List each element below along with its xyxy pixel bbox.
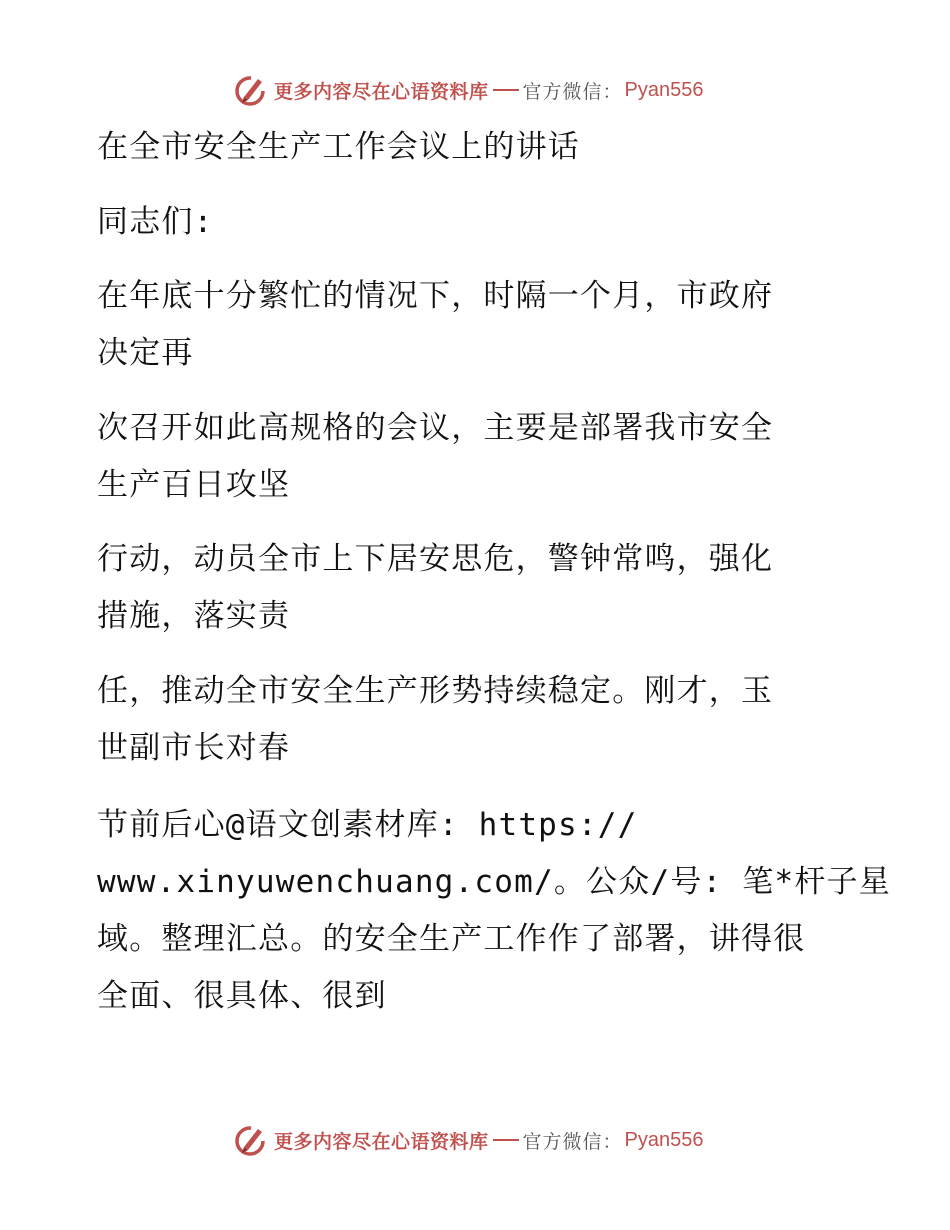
text-line: 行动，动员全市上下居安思危，警钟常鸣，强化 [97, 541, 774, 577]
document-title: 在全市安全生产工作会议上的讲话 [97, 129, 580, 165]
text-line: 节前后心@语文创素材库: https:// [97, 807, 638, 843]
watermark-id: Pyan556 [624, 1128, 704, 1151]
text-line: 决定再 [97, 335, 194, 371]
pen-logo-icon [234, 73, 268, 107]
watermark-main-text: 更多内容尽在心语资料库 [274, 80, 489, 103]
text-line: 措施，落实责 [97, 598, 291, 634]
text-line: www.xinyuwenchuang.com/。公众/号: 笔*杆子星 [97, 864, 891, 900]
header-watermark [234, 70, 704, 110]
watermark-label: 官方微信： [522, 1130, 623, 1153]
text-line: 世副市长对春 [97, 730, 291, 766]
watermark-dash [493, 1139, 519, 1141]
watermark-id: Pyan556 [624, 78, 704, 101]
text-line: 生产百日攻坚 [97, 467, 291, 503]
text-line: 同志们: [97, 204, 214, 240]
watermark-label: 官方微信： [522, 80, 623, 103]
text-line: 域。整理汇总。的安全生产工作作了部署，讲得很 [97, 921, 806, 957]
watermark-dash [493, 89, 519, 91]
text-line: 次召开如此高规格的会议，主要是部署我市安全 [97, 410, 774, 446]
text-line: 全面、很具体、很到 [97, 978, 387, 1014]
footer-watermark [234, 1120, 704, 1160]
watermark-main-text: 更多内容尽在心语资料库 [274, 1130, 489, 1153]
pen-logo-icon [234, 1123, 268, 1157]
text-line: 在年底十分繁忙的情况下，时隔一个月，市政府 [97, 278, 774, 314]
text-line: 任，推动全市安全生产形势持续稳定。刚才，玉 [97, 673, 774, 709]
